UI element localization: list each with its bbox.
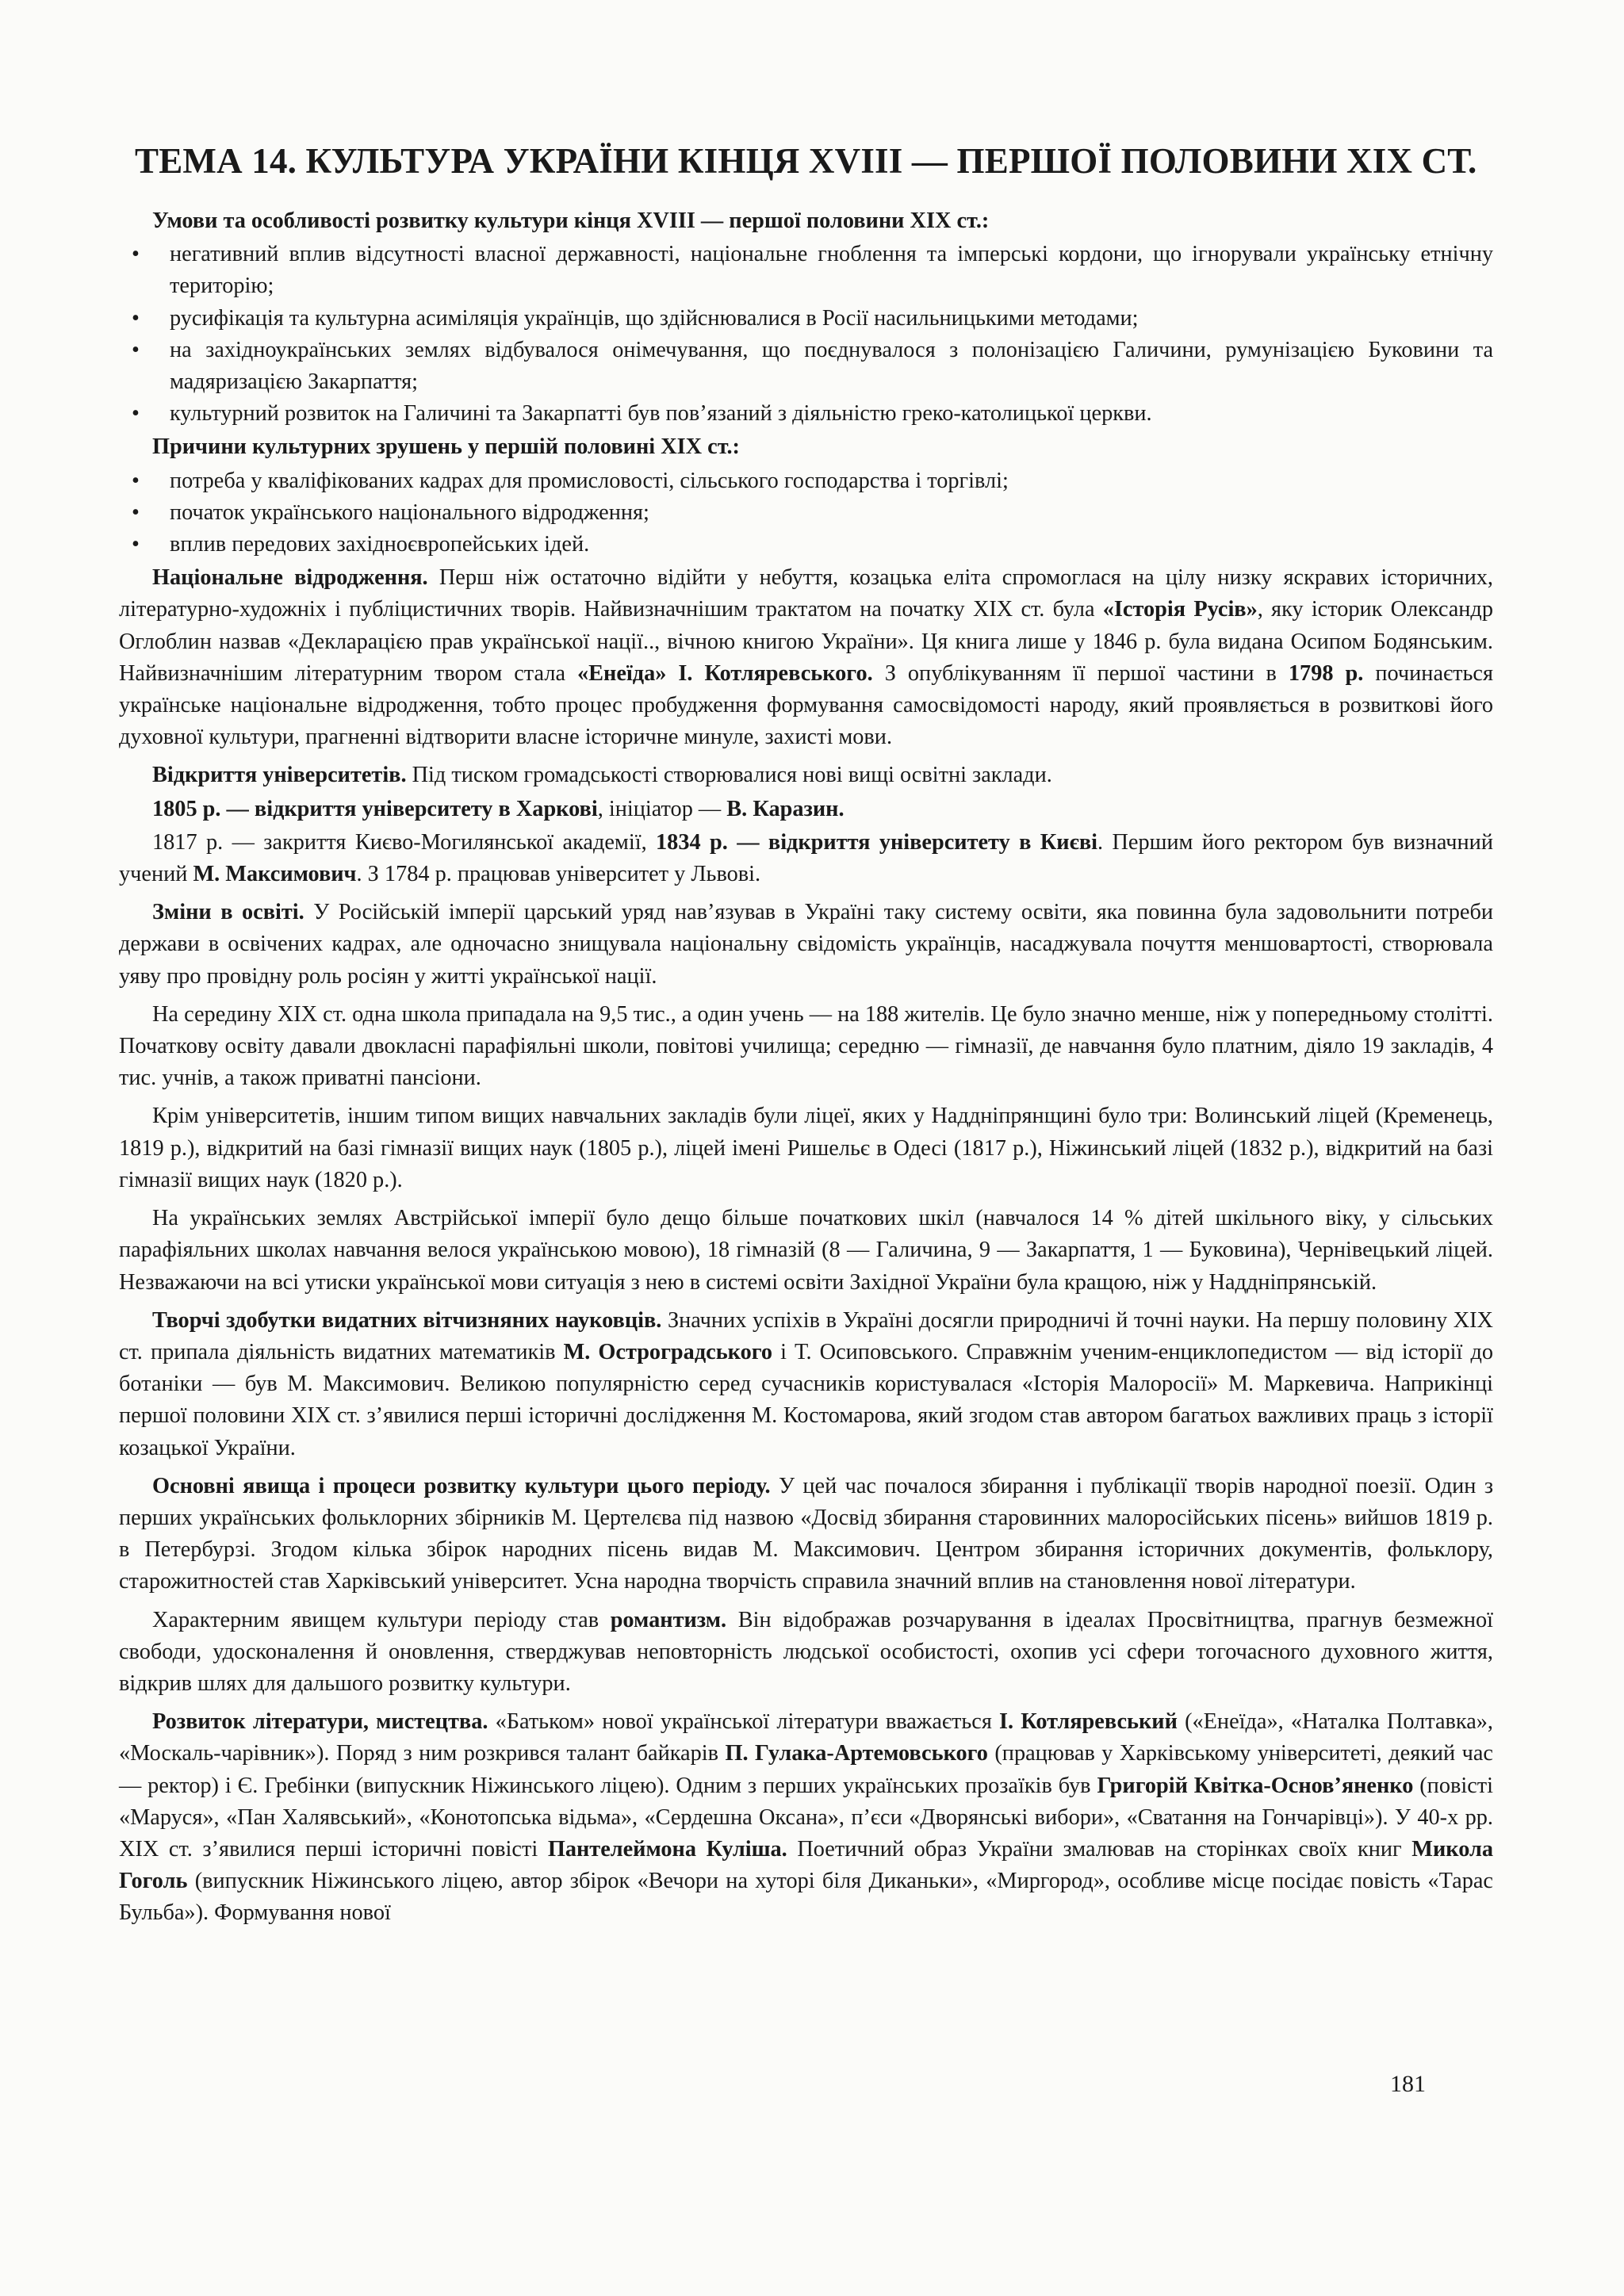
- paragraph-phenomena: Основні явища і процеси розвитку культури цього періоду. У цей час почалося збирання і публікації творів народної поезії. Один з перших українських фольклорних збірників М. Цертелєва під назвою «Досвід збирання старовинних малоросійських пісень» вийшов 1819 р. в Петербурзі. Згодом кілька збірок народних пісень видав М. Максимович. Центром збирання історичних документів, фольклору, старожитностей став Харківський університет. Усна народна творчість справила значний вплив на становлення нової літератури.: [119, 1473, 1493, 1594]
- paragraph-universities: Відкриття університетів. Під тиском громадськості створювалися нові вищі освітні заклади.: [152, 763, 1052, 788]
- paragraph-kyiv-university: 1817 р. — закриття Києво-Могилянської академії, 1834 р. — відкриття університету в Києві. Першим його ректором був визначний учений М. Максимович. З 1784 р. працював університет у Львові.: [119, 829, 1493, 887]
- paragraph-education: Зміни в освіті. У Російській імперії царський уряд нав’язував в Україні таку систему освіти, яка повинна була задовольнити потреби держави в освічених кадрах, але одночасно знищувала національну свідомість українців, насаджувала почуття меншовартості, створювала уяву про провідну роль росіян у житті української нації.: [119, 900, 1494, 989]
- list-item: • негативний вплив відсутності власної державності, національне гноблення та імперські кордони, що ігнорували українську етнічну територію;: [119, 239, 1493, 302]
- section-lead: Національне відродження.: [152, 565, 428, 591]
- document-body: [119, 205, 1493, 1930]
- causes-heading: Причини культурних зрушень у першій половині XIX ст.:: [152, 434, 740, 460]
- list-item: • на західноукраїнських землях відбувалося онімечування, що поєднувалося з полонізацією Галичини, румунізацією Буковини та мадяризацією Закарпаття;: [119, 335, 1493, 398]
- paragraph-national-revival: Національне відродження. Перш ніж остаточно відійти у небуття, козацька еліта спромоглася на цілу низку яскравих історичних, літературно-художніх і публіцистичних творів. Найвизначнішим трактатом на початку XIX ст. була «Історія Русів», яку історик Олександр Оглоблин назвав «Декларацією прав української нації.., вічною книгою України». Ця книга лише у 1846 р. була видана Осипом Бодянським. Найвизначнішим літературним твором стала «Енеїда» І. Котляревського. З опублікуванням її першої частини в 1798 р. починається українське національне відродження, тобто процес пробудження формування самосвідомості народу, який проявляється в розвиткові його духовної культури, прагненні відтворити власне історичне минуле, захисті мови.: [119, 565, 1493, 750]
- causes-list: [119, 465, 1493, 561]
- page-title: ТЕМА 14. КУЛЬТУРА УКРАЇНИ КІНЦЯ XVIII — ПЕРШОЇ ПОЛОВИНИ XIX СТ.: [135, 141, 1477, 181]
- section-lead: Зміни в освіті.: [152, 900, 304, 925]
- section-lead: Розвиток літератури, мистецтва.: [152, 1709, 488, 1735]
- paragraph-kharkiv-university: 1805 р. — відкриття університету в Харкові, ініціатор — В. Каразин.: [152, 796, 845, 821]
- list-item: • початок українського національного відродження;: [119, 497, 1493, 529]
- section-lead: Творчі здобутки видатних вітчизняних науковців.: [152, 1307, 662, 1333]
- section-lead: Відкриття університетів.: [152, 763, 407, 788]
- paragraph-literature: Розвиток літератури, мистецтва. «Батьком» нової української літератури вважається І. Котляревський («Енеїда», «Наталка Полтавка», «Москаль-чарівник»). Поряд з ним розкрився талант байкарів П. Гулака-Артемовського (працював у Харківському університеті, деякий час — ректор) і Є. Гребінки (випускник Ніжинського ліцею). Одним з перших українських прозаїків був Григорій Квітка-Основ’яненко (повісті «Маруся», «Пан Халявський», «Конотопська відьма», «Сердешна Оксана», п’єси «Дворянські вибори», «Сватання на Гончарівці»). У 40-х рр. XIX ст. з’явилися перші історичні повісті Пантелеймона Куліша. Поетичний образ України змалював на сторінках своїх книг Микола Гоголь (випускник Ніжинського ліцею, автор збірок «Вечори на хуторі біля Диканьки», «Миргород», особливе місце посідає повість «Тарас Бульба»). Формування нової: [119, 1709, 1493, 1926]
- paragraph-schools: На середину XIX ст. одна школа припадала на 9,5 тис., а один учень — на 188 жителів. Це було значно менше, ніж у попередньому столітті. Початкову освіту давали двокласні парафіяльні школи, повітові училища; середню — гімназії, де навчання було платним, діяло 19 закладів, 4 тис. учнів, а також приватні пансіони.: [119, 1001, 1493, 1091]
- paragraph-romanticism: Характерним явищем культури періоду став романтизм. Він відображав розчарування в ідеалах Просвітництва, прагнув безмежної свободи, удосконалення й оновлення, стверджував неповторність людської особистості, охопив усі сфери тогочасного духовного життя, відкрив шлях для дальшого розвитку культури.: [119, 1607, 1493, 1696]
- list-item: • потреба у кваліфікованих кадрах для промисловості, сільського господарства і торгівлі;: [119, 465, 1493, 497]
- conditions-list: [119, 239, 1493, 430]
- section-lead: Основні явища і процеси розвитку культури цього періоду.: [152, 1473, 771, 1498]
- page-number: 181: [1390, 2071, 1426, 2097]
- paragraph-austrian-lands: На українських землях Австрійської імперії було дещо більше початкових шкіл (навчалося 14 % дітей шкільного віку, у сільських парафіяльних школах навчання велося українською мовою), 18 гімназій (8 — Галичина, 9 — Закарпаття, 1 — Буковина), Чернівецький ліцей. Незважаючи на всі утиски української мови ситуація з нею в системі освіти Західної України була кращою, ніж у Наддніпрянській.: [119, 1206, 1493, 1295]
- list-item: • русифікація та культурна асиміляція українців, що здійснювалися в Росії насильницькими методами;: [119, 303, 1493, 335]
- list-item: • культурний розвиток на Галичині та Закарпатті був пов’язаний з діяльністю греко-католицької церкви.: [119, 398, 1493, 430]
- paragraph-lyceums: Крім університетів, іншим типом вищих навчальних закладів були ліцеї, яких у Наддніпрянщині було три: Волинський ліцей (Кременець, 1819 р.), відкритий на базі гімназії вищих наук (1805 р.), ліцей імені Ришельє в Одесі (1817 р.), Ніжинський ліцей (1832 р.), відкритий на базі гімназії вищих наук (1820 р.).: [119, 1104, 1493, 1192]
- paragraph-science: Творчі здобутки видатних вітчизняних науковців. Значних успіхів в Україні досягли природничі й точні науки. На першу половину XIX ст. припала діяльність видатних математиків М. Остроградського і Т. Осиповського. Справжнім ученим-енциклопедистом — від історії до ботаніки — був М. Максимович. Великою популярністю серед сучасників користувалася «Історія Малоросії» М. Маркевича. Наприкінці першої половини XIX ст. з’явилися перші історичні дослідження М. Костомарова, який згодом став автором багатьох важливих праць з історії козацької України.: [119, 1307, 1493, 1460]
- conditions-heading: Умови та особливості розвитку культури кінця XVIII — першої половини XIX ст.:: [152, 209, 990, 233]
- list-item: • вплив передових західноєвропейських ідей.: [119, 529, 1493, 561]
